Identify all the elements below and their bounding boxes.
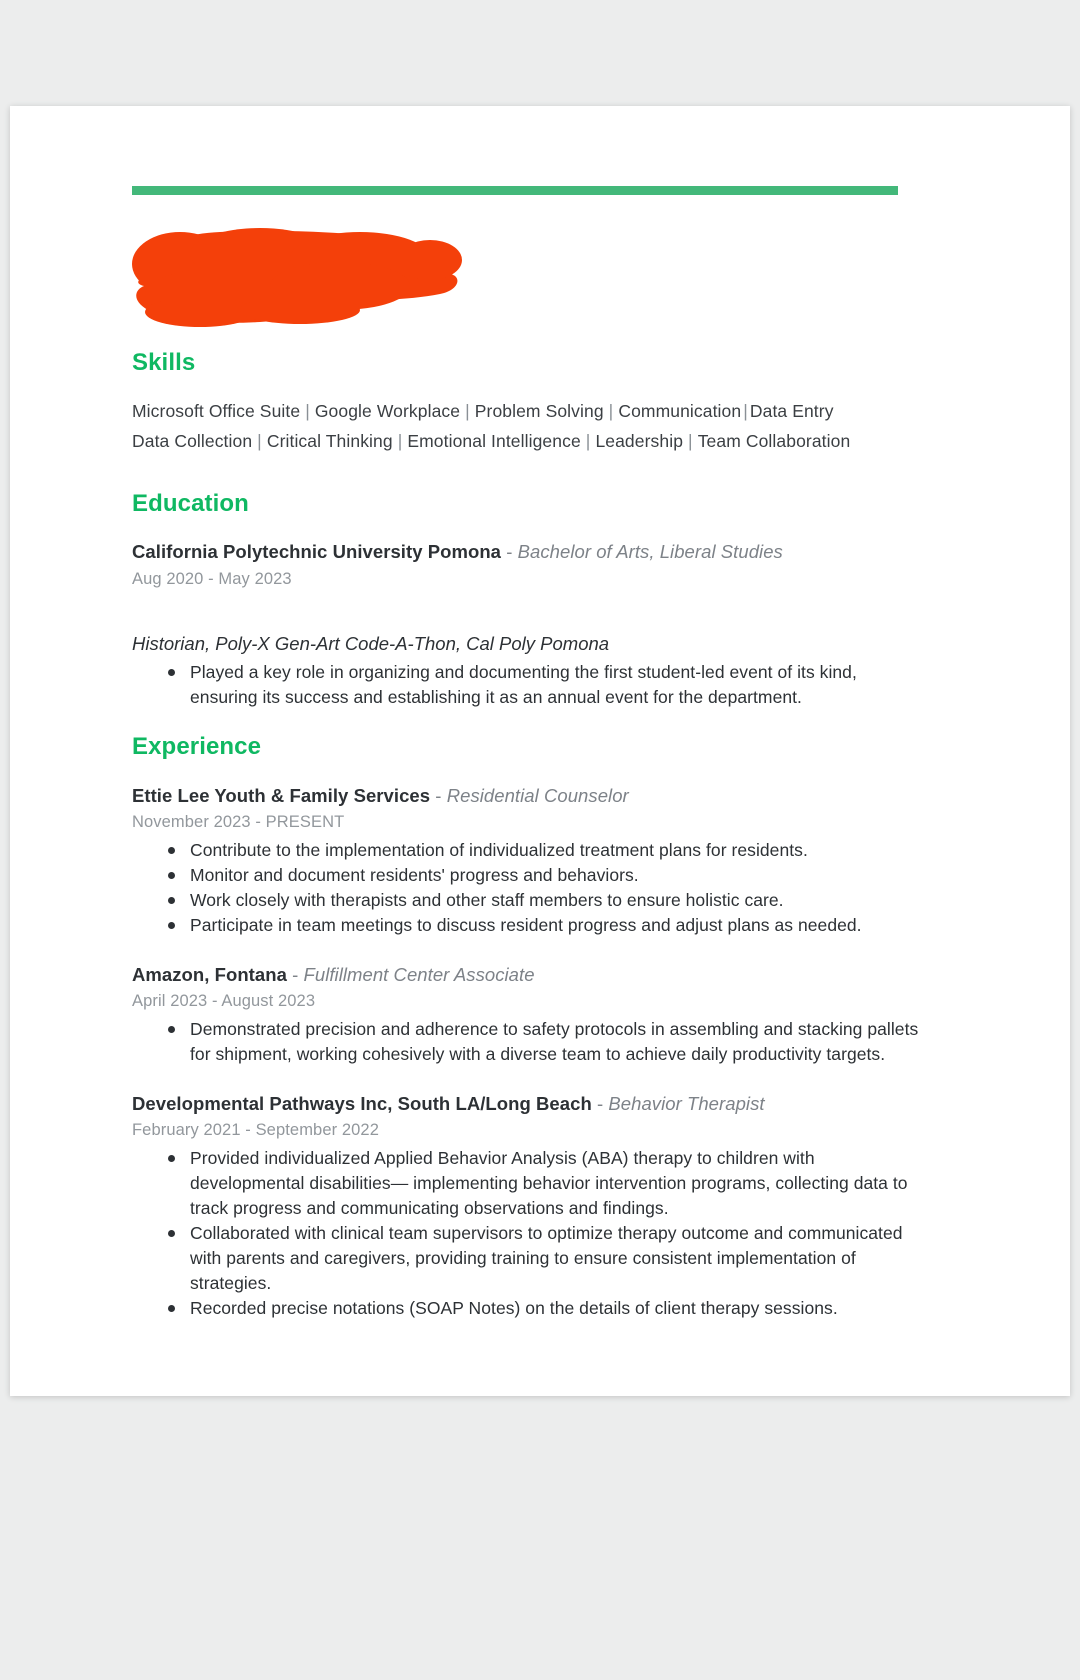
skill-separator: | xyxy=(305,401,310,421)
experience-section xyxy=(132,733,922,1321)
name-redaction-scribble xyxy=(110,224,470,334)
bullet-text: Participate in team meetings to discuss resident progress and adjust plans as needed. xyxy=(190,915,862,935)
skill-item: Emotional Intelligence xyxy=(407,431,581,451)
list-item xyxy=(132,1017,922,1067)
skill-separator: | xyxy=(743,401,748,421)
job-title-line xyxy=(132,1093,922,1115)
list-item xyxy=(132,1296,922,1321)
bullet-text: Recorded precise notations (SOAP Notes) on the details of client therapy sessions. xyxy=(190,1298,838,1318)
skill-item: Google Workplace xyxy=(314,401,461,421)
education-degree: Bachelor of Arts, Liberal Studies xyxy=(517,541,783,562)
job-bullets xyxy=(132,1146,922,1321)
skill-item: Microsoft Office Suite xyxy=(132,401,301,421)
bullet-text: Contribute to the implementation of individualized treatment plans for residents. xyxy=(190,840,808,860)
skill-separator: | xyxy=(397,431,403,451)
experience-job-3 xyxy=(132,1093,922,1321)
skills-heading: Skills xyxy=(132,349,196,376)
education-heading: Education xyxy=(132,490,249,517)
skill-item: Data Entry xyxy=(749,401,834,421)
skill-item: Team Collaboration xyxy=(697,431,851,451)
skill-item: Data Collection xyxy=(132,431,253,451)
bullet-text: Demonstrated precision and adherence to safety protocols in assembling and stacking pallets for shipment, working cohesively with a diverse team to achieve daily productivity targets. xyxy=(190,1019,919,1064)
experience-job-1 xyxy=(132,785,922,938)
job-title-line xyxy=(132,964,922,986)
job-employer: Ettie Lee Youth & Family Services xyxy=(132,785,431,806)
education-dash: - xyxy=(501,541,518,562)
job-employer: Amazon, Fontana xyxy=(132,964,287,985)
education-school: California Polytechnic University Pomona xyxy=(132,541,502,562)
skills-section xyxy=(132,349,850,452)
skill-item: Leadership xyxy=(595,431,684,451)
bullet-dot-icon xyxy=(168,1026,175,1033)
skill-item: Communication xyxy=(618,401,742,421)
list-item xyxy=(132,863,922,888)
list-item xyxy=(132,888,922,913)
skill-separator: | xyxy=(585,431,591,451)
list-item xyxy=(132,1221,922,1296)
list-item xyxy=(132,1146,922,1221)
job-date: April 2023 - August 2023 xyxy=(132,992,316,1010)
skill-separator: | xyxy=(465,401,470,421)
bullet-text: Work closely with therapists and other staff members to ensure holistic care. xyxy=(190,890,784,910)
skill-separator: | xyxy=(608,401,614,421)
bullet-dot-icon xyxy=(168,1155,175,1162)
bullet-text: Provided individualized Applied Behavior Analysis (ABA) therapy to children with developmental disabilities— implementing behavior intervention programs, collecting data to track progress and communicating observations and findings. xyxy=(190,1148,908,1218)
bullet-dot-icon xyxy=(168,922,175,929)
experience-heading: Experience xyxy=(132,733,262,760)
job-dash: - xyxy=(591,1093,609,1114)
education-date: Aug 2020 - May 2023 xyxy=(132,570,292,588)
education-activity-bullets xyxy=(132,660,922,710)
bullet-text: Played a key role in organizing and documenting the first student-led event of its kind, ensuring its success and establishing it as an annual event for the department. xyxy=(190,662,857,707)
skill-separator: | xyxy=(688,431,693,451)
education-section xyxy=(132,490,922,710)
job-role: Fulfillment Center Associate xyxy=(303,964,535,985)
bullet-text: Collaborated with clinical team supervisors to optimize therapy outcome and communicated with parents and caregivers, providing training to ensure consistent implementation of strategies. xyxy=(190,1223,903,1293)
header-green-rule xyxy=(132,186,898,195)
job-role: Behavior Therapist xyxy=(608,1093,765,1114)
skill-separator: | xyxy=(257,431,262,451)
skill-item: Problem Solving xyxy=(474,401,604,421)
list-item xyxy=(132,913,922,938)
skills-row-1 xyxy=(132,401,850,422)
experience-job-2 xyxy=(132,964,922,1067)
job-dash: - xyxy=(430,785,447,806)
job-dash: - xyxy=(286,964,304,985)
job-employer: Developmental Pathways Inc, South LA/Long Beach xyxy=(132,1093,592,1114)
job-role: Residential Counselor xyxy=(446,785,629,806)
bullet-dot-icon xyxy=(168,897,175,904)
bullet-dot-icon xyxy=(168,669,175,676)
list-item xyxy=(132,660,922,710)
education-activity-title: Historian, Poly-X Gen-Art Code-A-Thon, Cal Poly Pomona xyxy=(132,633,610,654)
skill-item: Critical Thinking xyxy=(266,431,393,451)
bullet-dot-icon xyxy=(168,872,175,879)
job-bullets xyxy=(132,1017,922,1067)
bullet-dot-icon xyxy=(168,1305,175,1312)
job-date: November 2023 - PRESENT xyxy=(132,813,345,831)
bullet-dot-icon xyxy=(168,1230,175,1237)
job-date: February 2021 - September 2022 xyxy=(132,1121,379,1139)
job-bullets xyxy=(132,838,922,938)
list-item xyxy=(132,838,922,863)
bullet-dot-icon xyxy=(168,847,175,854)
bullet-text: Monitor and document residents' progress and behaviors. xyxy=(190,865,639,885)
education-entry-title xyxy=(132,541,922,563)
resume-page xyxy=(10,106,1070,1396)
skills-row-2 xyxy=(132,431,850,452)
job-title-line xyxy=(132,785,922,807)
